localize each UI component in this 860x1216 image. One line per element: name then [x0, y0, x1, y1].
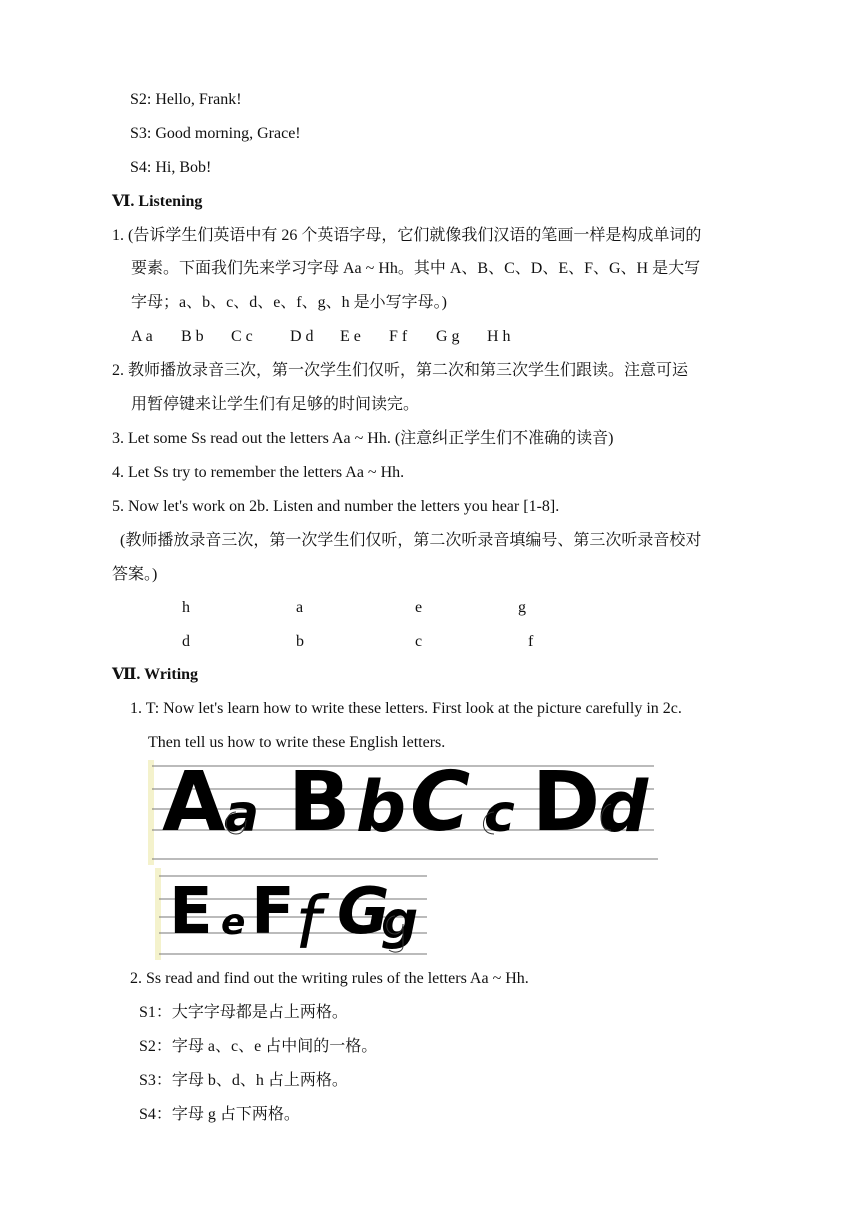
writing-rule: S4：字母 g 占下两格。	[139, 1106, 300, 1123]
handwriting-letter: e	[221, 902, 246, 943]
letter-pair: H h	[487, 328, 511, 345]
handwriting-letter: g	[381, 891, 419, 951]
handwriting-letter: A	[162, 760, 226, 850]
writing-rule: S1：大字字母都是占上两格。	[139, 1004, 348, 1021]
dialogue-line: S4: Hi, Bob!	[130, 159, 212, 176]
handwriting-letter: G	[337, 875, 390, 949]
handwriting-letter: d	[598, 766, 649, 848]
listening-item-1-line: 1. (告诉学生们英语中有 26 个英语字母，它们就像我们汉语的笔画一样是构成单词的	[112, 227, 702, 244]
letter-pair: E e	[340, 328, 361, 345]
letter-pair: F f	[389, 328, 408, 345]
listening-item-5-note: (教师播放录音三次，第一次学生们仅听，第二次听录音填编号、第三次听录音校对	[120, 532, 702, 549]
handwriting-letter: c	[484, 784, 515, 844]
listening-item-2-line: 用暂停键来让学生们有足够的时间读完。	[131, 396, 420, 413]
dialogue-line: S2: Hello, Frank!	[130, 91, 242, 108]
writing-rule: S2：字母 a、c、e 占中间的一格。	[139, 1038, 378, 1055]
listening-item-4: 4. Let Ss try to remember the letters Aa ~ Hh.	[112, 464, 405, 481]
writing-rule: S3：字母 b、d、h 占上两格。	[139, 1072, 348, 1089]
listening-item-5: 5. Now let's work on 2b. Listen and number the letters you hear [1-8].	[112, 498, 560, 515]
answer-letter: d	[182, 633, 190, 650]
handwriting-letter: E	[169, 875, 213, 949]
handwriting-letter: C	[410, 760, 471, 850]
writing-item-2: 2. Ss read and find out the writing rules of the letters Aa ~ Hh.	[130, 970, 529, 987]
letter-pair: B b	[181, 328, 204, 345]
handwriting-letter: D	[532, 760, 601, 850]
section-heading-writing: Ⅶ. Writing	[112, 666, 199, 683]
handwriting-letter: f	[295, 881, 321, 960]
writing-item-1-line: Then tell us how to write these English letters.	[148, 734, 446, 751]
handwriting-letter: F	[251, 875, 295, 949]
answer-letter: e	[415, 599, 423, 616]
dialogue-line: S3: Good morning, Grace!	[130, 125, 301, 142]
listening-item-3: 3. Let some Ss read out the letters Aa ~ Hh. (注意纠正学生们不准确的读音)	[112, 430, 614, 447]
handwriting-figure-row1	[148, 760, 660, 865]
handwriting-letter: b	[356, 766, 407, 848]
answer-letter: a	[296, 599, 304, 616]
answer-letter: g	[518, 599, 526, 616]
answer-letter: h	[182, 599, 190, 616]
letter-pair: C c	[231, 328, 253, 345]
answer-letter: b	[296, 633, 304, 650]
letter-pair: G g	[436, 328, 460, 345]
listening-item-5-note: 答案。)	[112, 566, 158, 583]
handwriting-letter: a	[224, 784, 260, 844]
letter-pair: D d	[290, 328, 314, 345]
handwriting-letter: B	[288, 760, 351, 850]
handwriting-figure-row2	[155, 868, 430, 960]
section-heading-listening: Ⅵ. Listening	[112, 193, 203, 210]
answer-letter: c	[415, 633, 423, 650]
answer-letter: f	[528, 633, 534, 650]
writing-item-1-line: 1. T: Now let's learn how to write these letters. First look at the picture carefully in 2c.	[130, 700, 682, 717]
listening-item-1-line: 字母；a、b、c、d、e、f、g、h 是小写字母。)	[131, 294, 447, 311]
letter-pair: A a	[131, 328, 153, 345]
listening-item-1-line: 要素。下面我们先来学习字母 Aa ~ Hh。其中 A、B、C、D、E、F、G、H 是大写	[131, 260, 701, 277]
listening-item-2-line: 2. 教师播放录音三次，第一次学生们仅听，第二次和第三次学生们跟读。注意可运	[112, 362, 689, 379]
